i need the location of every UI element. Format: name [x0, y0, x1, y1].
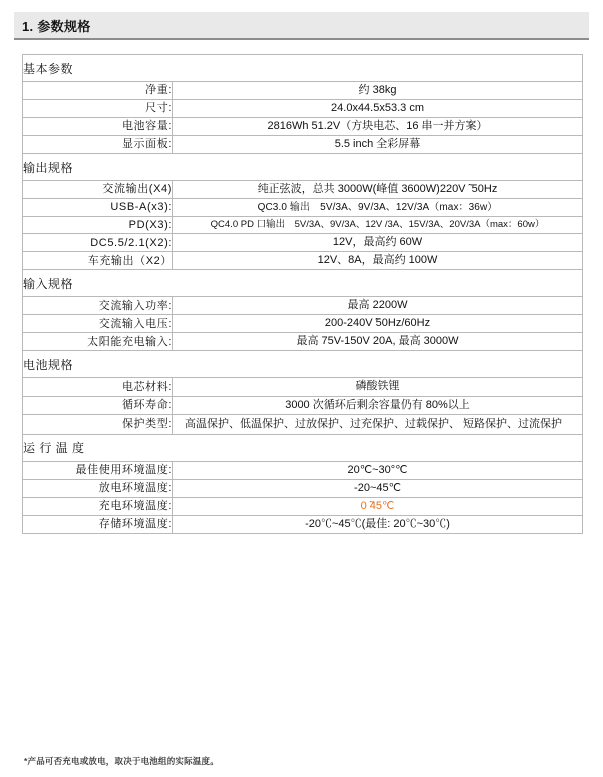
spec-value: 200-240V ̃50Hz/60Hz [173, 315, 583, 333]
table-row [23, 297, 583, 315]
table-row [23, 118, 583, 136]
spec-label: DC5.5/2.1(X2): [23, 234, 173, 252]
spec-group-label: 输出规格 [23, 154, 583, 181]
spec-value: 约 38kg [173, 82, 583, 100]
table-row [23, 252, 583, 270]
spec-value: 3000 次循环后剩余容量仍有 80%以上 [173, 396, 583, 414]
table-row [23, 479, 583, 497]
spec-value: 磷酸铁锂 [173, 378, 583, 396]
spec-label: 尺寸: [23, 100, 173, 118]
spec-label: 交流输出(X4) [23, 181, 173, 199]
spec-label: 显示面板: [23, 136, 173, 154]
spec-group-label: 基本参数 [23, 55, 583, 82]
spec-label: 循环寿命: [23, 396, 173, 414]
table-row [23, 100, 583, 118]
spec-label: 电芯材料: [23, 378, 173, 396]
spec-label: 保护类型: [23, 414, 173, 434]
spec-value: QC4.0 PD 口输出 5V/3A、9V/3A、12V /3A、15V/3A、20V/3A（max：60w） [173, 216, 583, 234]
section-title: 1. 参数规格 [14, 12, 589, 40]
spec-table-body [23, 55, 583, 534]
footnote: *产品可否充电或放电，取决于电池组的实际温度。 [24, 756, 219, 766]
table-row [23, 497, 583, 515]
spec-group-header [23, 55, 583, 82]
spec-value: 最高 2200W [173, 297, 583, 315]
table-row [23, 234, 583, 252]
spec-value: 20℃~30°℃ [173, 461, 583, 479]
table-row [23, 461, 583, 479]
spec-page [0, 12, 603, 777]
spec-value: 2816Wh 51.2V（方块电芯、16 串一并方案） [173, 118, 583, 136]
spec-label: 存储环境温度: [23, 515, 173, 533]
spec-value: QC3.0 输出 5V/3A、9V/3A、12V/3A（max：36w） [173, 199, 583, 217]
spec-label: USB-A(x3): [23, 199, 173, 217]
spec-label: 电池容量: [23, 118, 173, 136]
table-row [23, 333, 583, 351]
table-row [23, 181, 583, 199]
spec-group-label: 电池规格 [23, 351, 583, 378]
spec-label: PD(X3): [23, 216, 173, 234]
spec-label: 净重: [23, 82, 173, 100]
spec-value: 纯正弦波，总共 3000W(峰值 3600W)220V ̃ 50Hz [173, 181, 583, 199]
spec-value: 5.5 inch 全彩屏幕 [173, 136, 583, 154]
table-row [23, 216, 583, 234]
spec-value: 高温保护、低温保护、过放保护、过充保护、过载保护、 短路保护、过流保护 [173, 414, 583, 434]
spec-label: 交流输入功率: [23, 297, 173, 315]
table-row [23, 515, 583, 533]
table-row [23, 136, 583, 154]
spec-value: -20℃~45℃(最佳: 20℃~30℃) [173, 515, 583, 533]
spec-label: 充电环境温度: [23, 497, 173, 515]
spec-value: -20~45℃ [173, 479, 583, 497]
table-row [23, 414, 583, 434]
spec-group-header [23, 434, 583, 461]
spec-value: 最高 75V-150V 20A, 最高 3000W [173, 333, 583, 351]
spec-group-label: 运 行 温 度 [23, 434, 583, 461]
specification-table [22, 54, 583, 534]
spec-group-label: 输入规格 [23, 270, 583, 297]
spec-label: 交流输入电压: [23, 315, 173, 333]
spec-value: 12V，最高约 60W [173, 234, 583, 252]
table-row [23, 199, 583, 217]
spec-label: 太阳能充电输入: [23, 333, 173, 351]
spec-label: 放电环境温度: [23, 479, 173, 497]
table-row [23, 82, 583, 100]
spec-group-header [23, 270, 583, 297]
spec-group-header [23, 154, 583, 181]
spec-group-header [23, 351, 583, 378]
table-row [23, 315, 583, 333]
spec-value: 12V、8A，最高约 100W [173, 252, 583, 270]
spec-value: 24.0x44.5x53.3 cm [173, 100, 583, 118]
table-row [23, 396, 583, 414]
spec-label: 最佳使用环境温度: [23, 461, 173, 479]
spec-value: 0 ̃45℃ [173, 497, 583, 515]
table-row [23, 378, 583, 396]
spec-label: 车充输出（X2） [23, 252, 173, 270]
